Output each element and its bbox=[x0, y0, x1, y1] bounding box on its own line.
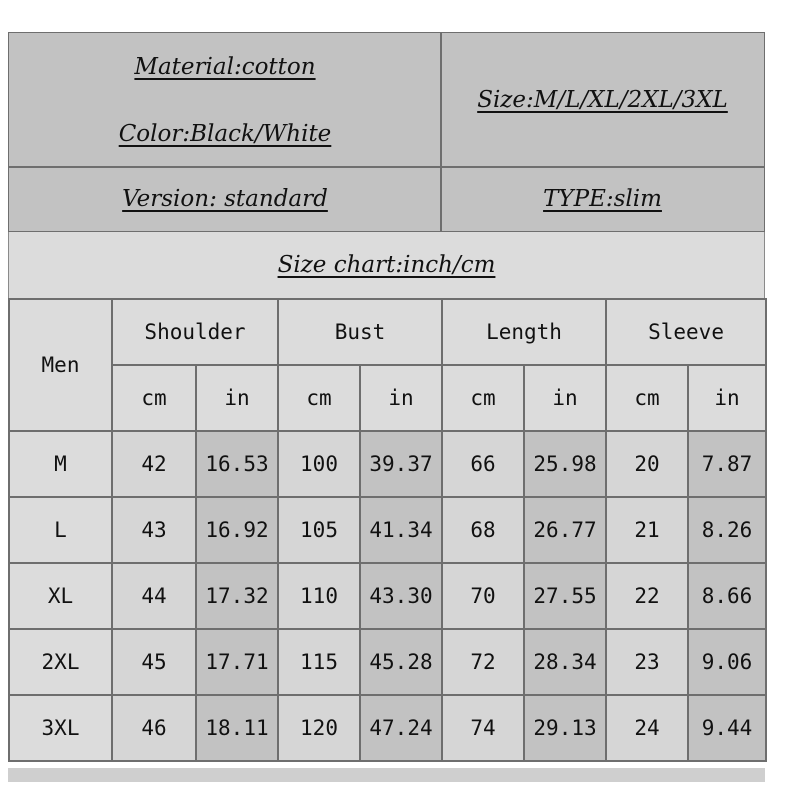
table-cell: 45.28 bbox=[360, 629, 442, 695]
unit-header-in: in bbox=[524, 365, 606, 431]
info-divider-horizontal bbox=[9, 166, 764, 168]
size-options-text: Size:M/L/XL/2XL/3XL bbox=[477, 87, 728, 113]
table-cell: 26.77 bbox=[524, 497, 606, 563]
measure-header-shoulder: Shoulder bbox=[112, 299, 278, 365]
size-label: XL bbox=[9, 563, 112, 629]
table-cell: 100 bbox=[278, 431, 360, 497]
unit-header-row bbox=[9, 365, 766, 431]
table-cell: 44 bbox=[112, 563, 196, 629]
table-cell: 16.92 bbox=[196, 497, 278, 563]
table-cell: 29.13 bbox=[524, 695, 606, 761]
unit-header-cm: cm bbox=[606, 365, 688, 431]
unit-header-cm: cm bbox=[112, 365, 196, 431]
table-cell: 70 bbox=[442, 563, 524, 629]
type-text: TYPE:slim bbox=[543, 186, 662, 212]
table-cell: 9.06 bbox=[688, 629, 766, 695]
table-cell: 68 bbox=[442, 497, 524, 563]
measure-header-bust: Bust bbox=[278, 299, 442, 365]
table-cell: 120 bbox=[278, 695, 360, 761]
size-chart-caption bbox=[8, 232, 765, 298]
table-cell: 16.53 bbox=[196, 431, 278, 497]
unit-header-cm: cm bbox=[442, 365, 524, 431]
table-cell: 66 bbox=[442, 431, 524, 497]
table-row bbox=[9, 563, 766, 629]
table-cell: 24 bbox=[606, 695, 688, 761]
table-cell: 25.98 bbox=[524, 431, 606, 497]
size-label: 2XL bbox=[9, 629, 112, 695]
size-chart-table bbox=[8, 298, 767, 762]
unit-header-cm: cm bbox=[278, 365, 360, 431]
measure-header-sleeve: Sleeve bbox=[606, 299, 766, 365]
size-label: M bbox=[9, 431, 112, 497]
color-text: Color:Black/White bbox=[118, 121, 332, 147]
size-options-cell bbox=[441, 33, 764, 167]
material-cell bbox=[9, 33, 441, 101]
unit-header-in: in bbox=[196, 365, 278, 431]
product-info-block bbox=[8, 32, 765, 232]
table-cell: 23 bbox=[606, 629, 688, 695]
size-chart-caption-text: Size chart:inch/cm bbox=[277, 252, 496, 278]
table-cell: 41.34 bbox=[360, 497, 442, 563]
table-cell: 72 bbox=[442, 629, 524, 695]
table-cell: 47.24 bbox=[360, 695, 442, 761]
measure-header-length: Length bbox=[442, 299, 606, 365]
table-cell: 28.34 bbox=[524, 629, 606, 695]
table-cell: 9.44 bbox=[688, 695, 766, 761]
table-cell: 43 bbox=[112, 497, 196, 563]
table-cell: 17.32 bbox=[196, 563, 278, 629]
table-cell: 39.37 bbox=[360, 431, 442, 497]
table-cell: 45 bbox=[112, 629, 196, 695]
measure-header-row bbox=[9, 299, 766, 365]
table-cell: 27.55 bbox=[524, 563, 606, 629]
color-cell bbox=[9, 101, 441, 167]
table-cell: 8.26 bbox=[688, 497, 766, 563]
table-cell: 115 bbox=[278, 629, 360, 695]
table-row bbox=[9, 695, 766, 761]
table-cell: 22 bbox=[606, 563, 688, 629]
size-label: L bbox=[9, 497, 112, 563]
table-cell: 20 bbox=[606, 431, 688, 497]
table-cell: 74 bbox=[442, 695, 524, 761]
table-row bbox=[9, 431, 766, 497]
bottom-strip bbox=[8, 768, 765, 782]
table-cell: 110 bbox=[278, 563, 360, 629]
unit-header-in: in bbox=[360, 365, 442, 431]
unit-header-in: in bbox=[688, 365, 766, 431]
table-cell: 7.87 bbox=[688, 431, 766, 497]
size-label: 3XL bbox=[9, 695, 112, 761]
table-cell: 18.11 bbox=[196, 695, 278, 761]
table-cell: 42 bbox=[112, 431, 196, 497]
table-cell: 21 bbox=[606, 497, 688, 563]
type-cell bbox=[441, 167, 764, 231]
corner-label: Men bbox=[9, 299, 112, 431]
table-row bbox=[9, 497, 766, 563]
table-cell: 105 bbox=[278, 497, 360, 563]
material-text: Material:cotton bbox=[134, 54, 316, 80]
table-cell: 8.66 bbox=[688, 563, 766, 629]
info-divider-vertical bbox=[440, 33, 442, 231]
table-cell: 46 bbox=[112, 695, 196, 761]
version-cell bbox=[9, 167, 441, 231]
version-text: Version: standard bbox=[122, 186, 328, 212]
table-row bbox=[9, 629, 766, 695]
table-cell: 43.30 bbox=[360, 563, 442, 629]
table-cell: 17.71 bbox=[196, 629, 278, 695]
